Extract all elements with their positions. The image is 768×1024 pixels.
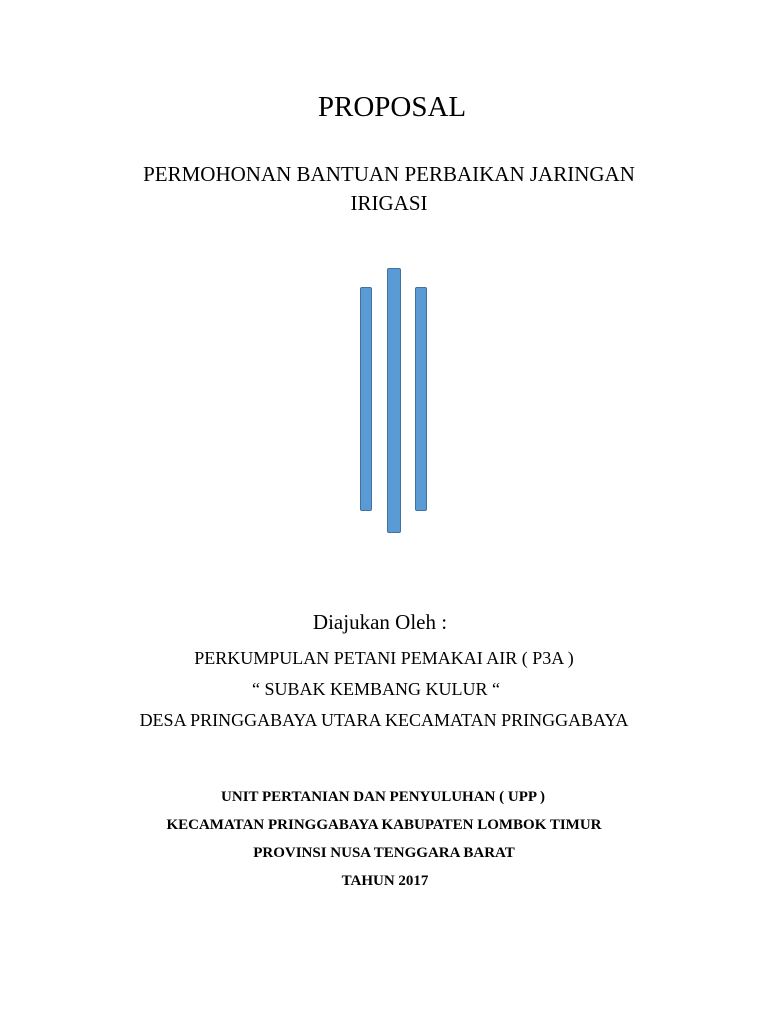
- footer-line-3: PROVINSI NUSA TENGGARA BARAT: [253, 845, 515, 861]
- submitted-by-label: Diajukan Oleh :: [312, 610, 448, 634]
- document-subtitle: [5, 160, 768, 218]
- decorative-bar-center: [387, 268, 401, 533]
- subtitle-line-2: IRIGASI: [350, 191, 428, 215]
- footer-line-1: UNIT PERTANIAN DAN PENYULUHAN ( UPP ): [221, 789, 545, 805]
- organization-line-1: PERKUMPULAN PETANI PEMAKAI AIR ( P3A ): [194, 648, 574, 668]
- decorative-bar-right: [415, 287, 427, 511]
- document-title: PROPOSAL: [317, 91, 467, 123]
- organization-line-3: DESA PRINGGABAYA UTARA KECAMATAN PRINGGABAYA: [139, 710, 629, 730]
- organization-line-2: “ SUBAK KEMBANG KULUR “: [252, 679, 500, 699]
- subtitle-line-1: PERMOHONAN BANTUAN PERBAIKAN JARINGAN: [143, 162, 635, 186]
- footer-year: TAHUN 2017: [341, 873, 429, 889]
- decorative-bar-left: [360, 287, 372, 511]
- footer-line-2: KECAMATAN PRINGGABAYA KABUPATEN LOMBOK TIMUR: [166, 817, 602, 833]
